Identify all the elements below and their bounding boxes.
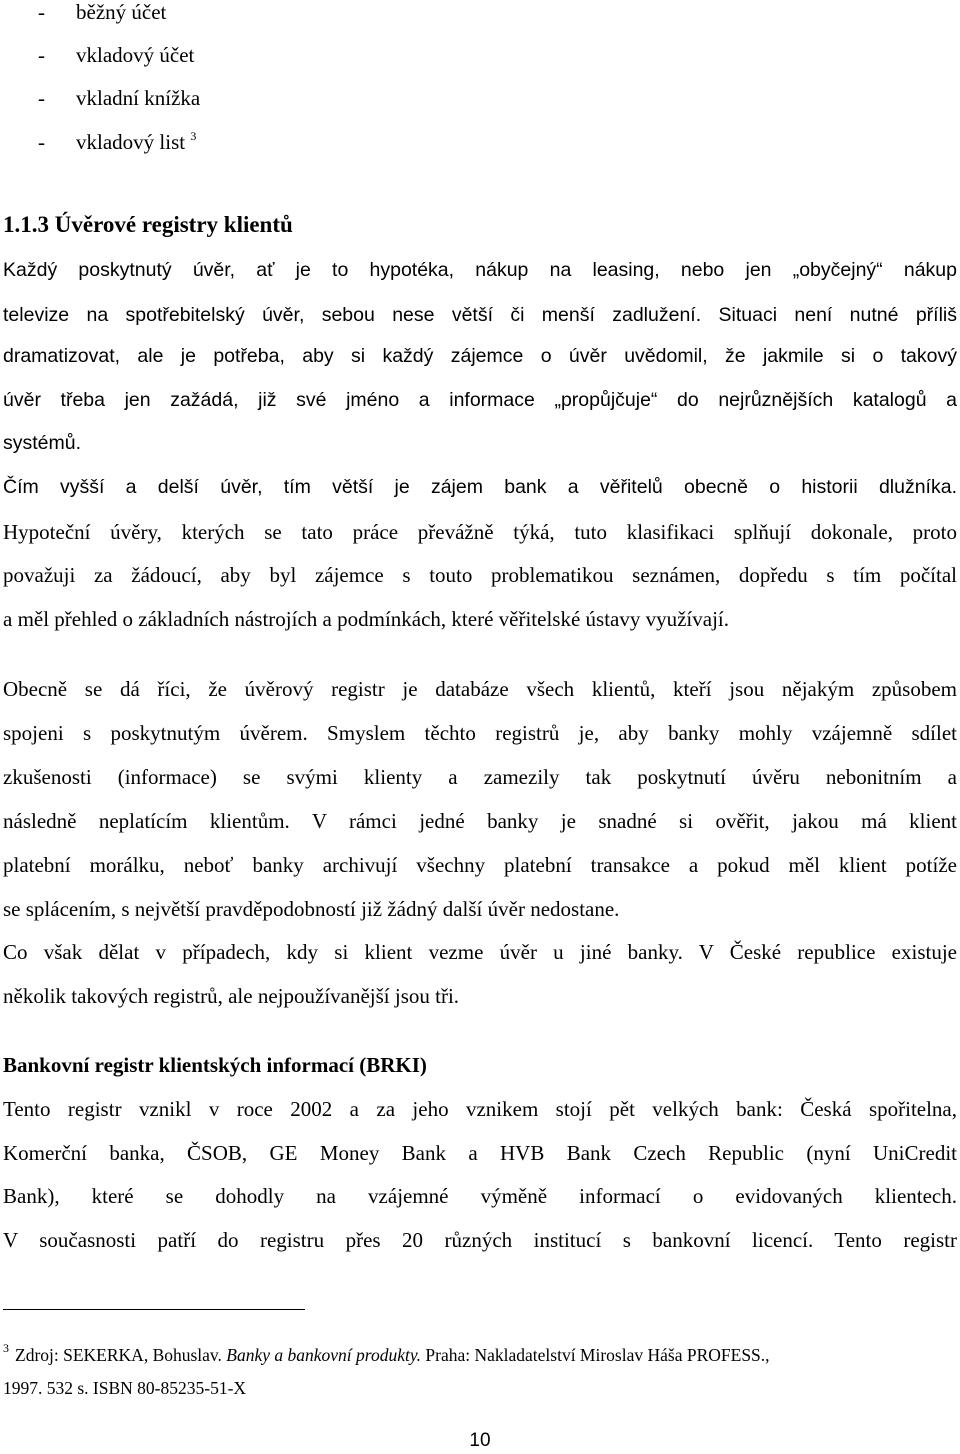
paragraph-line: spojeni s poskytnutým úvěrem. Smyslem těchto registrů je, aby banky mohly vzájemně sdílet (3, 721, 957, 745)
footnote: $^3$ Zdroj: SEKERKA, Bohuslav. Banky a bankovní produkty. Praha: Nakladatelství Miroslav Háša PROFESS., (3, 1341, 770, 1365)
paragraph-line: Tento registr vznikl v roce 2002 a za jeho vznikem stojí pět velkých bank: Česká spořitelna, (3, 1097, 957, 1121)
paragraph-line: považuji za žádoucí, aby byl zájemce s touto problematikou seznámen, dopředu s tím počítal (3, 563, 957, 587)
paragraph-line: Hypoteční úvěry, kterých se tato práce převážně týká, tuto klasifikaci splňují dokonale, proto (3, 520, 957, 544)
list-item: - vkladový účet (38, 43, 195, 67)
footnote-line: 1997. 532 s. ISBN 80-85235-51-X (3, 1378, 247, 1398)
page-number: 10 (469, 1430, 491, 1451)
paragraph-line: Čím vyšší a delší úvěr, tím větší je zájem bank a věřitelů obecně o historii dlužníka. (3, 476, 957, 498)
footnote-mark: 3 (3, 1341, 9, 1355)
paragraph-line: dramatizovat, ale je potřeba, aby si každý zájemce o úvěr uvědomil, že jakmile si o takový (3, 345, 957, 367)
subheading: Bankovní registr klientských informací (BRKI) (3, 1053, 427, 1077)
paragraph-line: systémů. (3, 432, 82, 454)
paragraph-line: televize na spotřebitelský úvěr, sebou nese větší či menší zadlužení. Situaci není nutné příliš (3, 304, 958, 326)
list-item: - vkladový list $^3$ (38, 129, 197, 154)
section-heading: 1.1.3 Úvěrové registry klientů (3, 212, 293, 237)
paragraph-line: Bank), které se dohodly na vzájemné výměně informací o evidovaných klientech. (3, 1184, 957, 1208)
paragraph-line: V současnosti patří do registru přes 20 různých institucí s bankovní licencí. Tento registr (3, 1228, 957, 1252)
paragraph-line: Každý poskytnutý úvěr, ať je to hypotéka, nákup na leasing, nebo jen „obyčejný“ nákup (3, 259, 957, 281)
list-item: - běžný účet (38, 0, 167, 24)
footnote-divider (3, 1309, 305, 1310)
paragraph-line: několik takových registrů, ale nejpoužívanější jsou tři. (3, 984, 460, 1008)
paragraph-line: úvěr třeba jen zažádá, již své jméno a informace „propůjčuje“ do nejrůznějších katalogů a (3, 389, 957, 411)
footnote-book-title: Banky a bankovní produkty. (226, 1345, 422, 1365)
list-item: - vkladní knížka (38, 86, 201, 110)
paragraph-line: Co však dělat v případech, kdy si klient vezme úvěr u jiné banky. V České republice existuje (3, 940, 957, 964)
paragraph-line: Obecně se dá říci, že úvěrový registr je databáze všech klientů, kteří jsou nějakým způsobem (3, 677, 957, 701)
paragraph-line: následně neplatícím klientům. V rámci jedné banky je snadné si ověřit, jakou má klient (3, 809, 957, 833)
paragraph-line: Komerční banka, ČSOB, GE Money Bank a HVB Bank Czech Republic (nyní UniCredit (3, 1141, 957, 1165)
paragraph-line: platební morálku, neboť banky archivují všechny platební transakce a pokud měl klient potíže (3, 853, 957, 877)
paragraph-line: a měl přehled o základních nástrojích a podmínkách, které věřitelské ústavy využívají. (3, 607, 729, 631)
paragraph-line: se splácením, s největší pravděpodobností již žádný další úvěr nedostane. (3, 897, 620, 921)
paragraph-line: zkušenosti (informace) se svými klienty a zamezily tak poskytnutí úvěru nebonitním a (3, 765, 957, 789)
footnote-reference[interactable]: 3 (190, 129, 197, 143)
